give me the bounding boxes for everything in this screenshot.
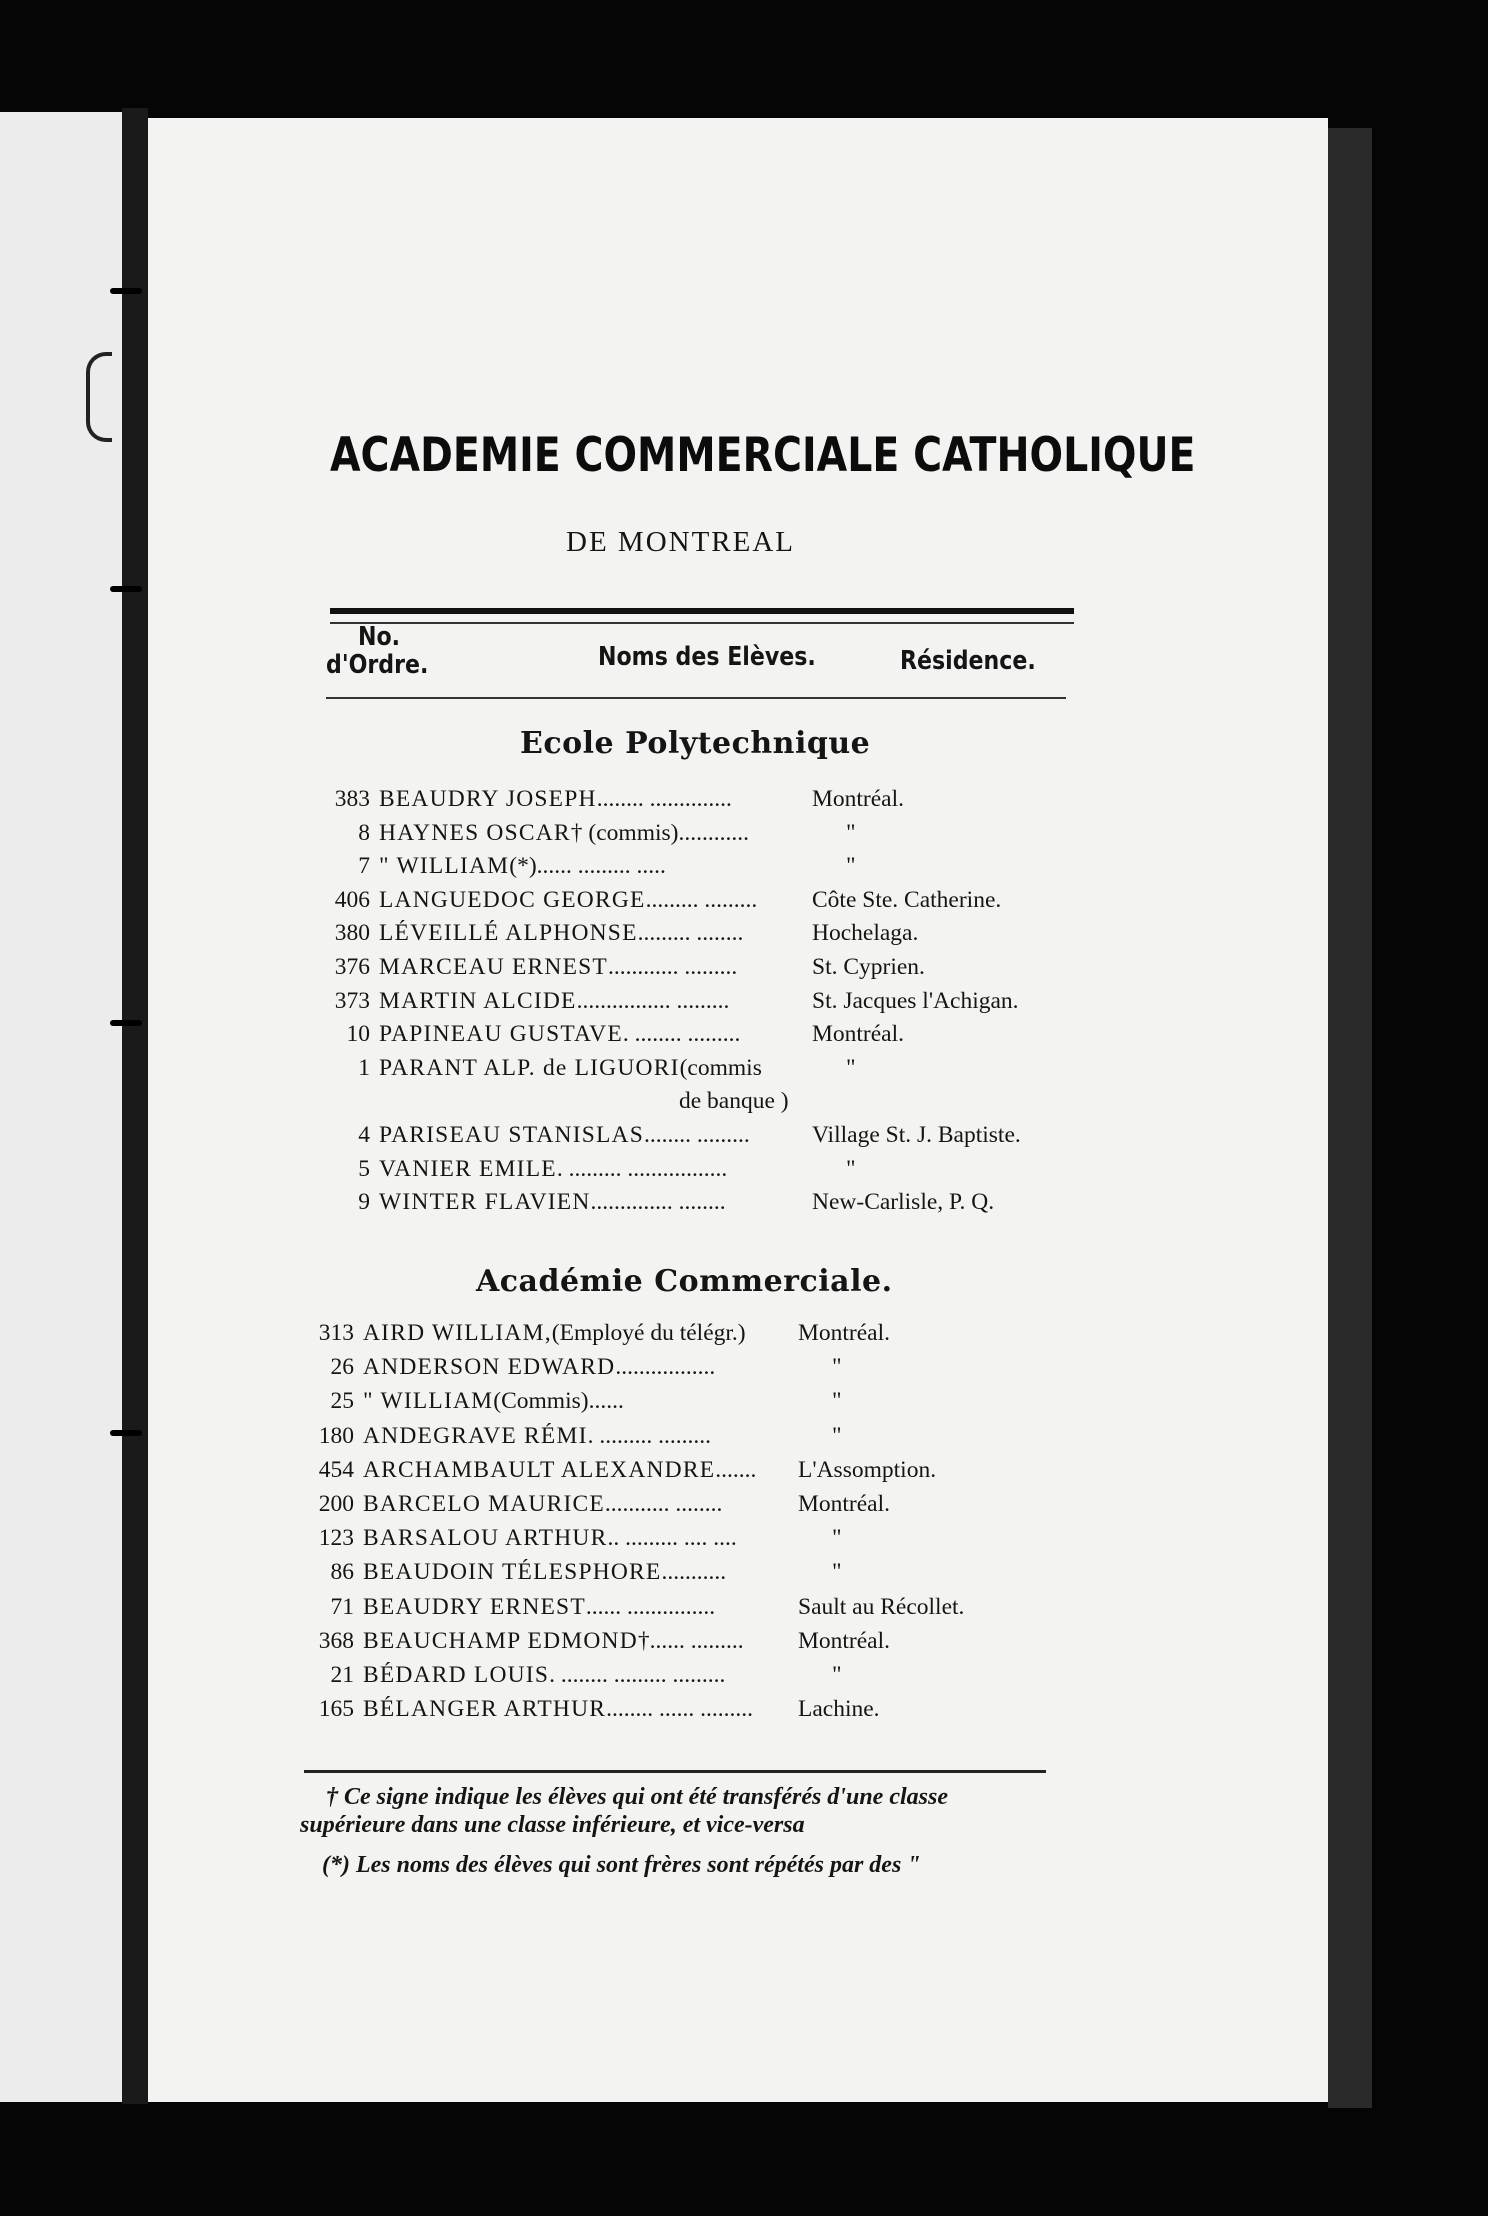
order-number: 383	[334, 786, 370, 812]
order-number: 9	[358, 1189, 370, 1216]
student-row	[318, 1021, 1112, 1055]
order-number: 165	[318, 1696, 354, 1723]
student-name: LANGUEDOC GEORGE	[379, 886, 646, 913]
student-row	[318, 954, 1112, 988]
header-rule-thin	[330, 622, 1074, 624]
order-number: 200	[318, 1491, 354, 1517]
student-note: †	[637, 1627, 650, 1654]
student-row	[302, 1628, 1098, 1662]
residence: Côte Ste. Catherine.	[812, 886, 1002, 913]
dot-leader: ........ ..............	[596, 786, 732, 812]
order-number: 26	[330, 1354, 354, 1381]
dot-leader: . ......... .................	[556, 1155, 728, 1182]
dot-leader: ......... ........	[637, 920, 744, 947]
book-gutter	[122, 108, 148, 2104]
footnote-asterisk: (*) Les noms des élèves qui sont frères sont répétés par des "	[322, 1852, 921, 1878]
binding-thread	[110, 586, 142, 592]
student-name: AIRD WILLIAM,	[363, 1320, 552, 1346]
student-row	[318, 1156, 1112, 1190]
student-name: BEAUDRY JOSEPH	[379, 786, 597, 812]
column-header-rule	[326, 697, 1066, 699]
dot-leader: ...... .........	[649, 1627, 744, 1654]
student-row	[318, 920, 1112, 954]
student-note: (commis	[679, 1054, 762, 1081]
order-number: 406	[334, 886, 370, 913]
order-number: 25	[330, 1388, 354, 1415]
student-row	[302, 1320, 1098, 1354]
student-name: WINTER FLAVIEN	[379, 1189, 591, 1216]
order-number: 5	[358, 1155, 370, 1182]
page-edge-shadow	[1328, 128, 1372, 2108]
student-row	[302, 1491, 1098, 1525]
student-row	[318, 820, 1112, 854]
student-name: MARCEAU ERNEST	[379, 954, 608, 980]
student-row	[302, 1662, 1098, 1696]
column-header-names: Noms des Elèves.	[598, 642, 816, 672]
residence: New-Carlisle, P. Q.	[812, 1189, 995, 1216]
order-number: 454	[318, 1456, 354, 1483]
residence: "	[846, 1054, 856, 1081]
residence: Montréal.	[798, 1320, 891, 1346]
order-number: 123	[318, 1525, 354, 1552]
order-number: 376	[334, 954, 370, 980]
student-row	[318, 1055, 1112, 1089]
student-row	[302, 1525, 1098, 1559]
section-title-polytechnique: Ecole Polytechnique	[520, 726, 871, 761]
order-number: 373	[334, 987, 370, 1014]
residence: Village St. J. Baptiste.	[812, 1122, 1021, 1148]
residence: L'Assomption.	[798, 1456, 937, 1483]
footnote-dagger-cont: supérieure dans une classe inférieure, et vice-versa	[300, 1812, 805, 1838]
order-number: 86	[330, 1559, 354, 1586]
page-title: ACADEMIE COMMERCIALE CATHOLIQUE	[330, 428, 1196, 483]
residence: "	[832, 1525, 842, 1552]
student-note: (Employé du télégr.)	[551, 1320, 746, 1346]
residence: Hochelaga.	[812, 920, 919, 947]
student-note: de banque )	[679, 1088, 789, 1115]
residence: "	[846, 819, 856, 846]
order-number: 10	[346, 1021, 370, 1048]
student-row	[302, 1457, 1098, 1491]
student-note: † (commis)	[570, 819, 679, 846]
student-row	[318, 1122, 1112, 1156]
dot-leader: ........ ...... .........	[606, 1696, 753, 1723]
residence: "	[846, 853, 856, 880]
dot-leader: ......... .........	[645, 886, 758, 913]
order-number: 7	[358, 853, 370, 880]
student-name: VANIER EMILE	[379, 1155, 557, 1182]
page-subtitle: DE MONTREAL	[566, 526, 796, 558]
binding-thread	[110, 1430, 142, 1436]
student-row	[318, 887, 1112, 921]
margin-bracket-mark	[86, 352, 112, 442]
dot-leader: . ........ .........	[622, 1021, 741, 1048]
student-name: BARSALOU ARTHUR	[363, 1525, 608, 1552]
residence: "	[846, 1155, 856, 1182]
dot-leader: . ......... .........	[587, 1422, 711, 1449]
residence: Lachine.	[798, 1696, 880, 1723]
residence: Montréal.	[798, 1627, 891, 1654]
order-number: 1	[358, 1054, 370, 1081]
footnote-rule	[304, 1770, 1046, 1773]
order-number: 313	[318, 1320, 354, 1346]
dot-leader: .................	[615, 1354, 716, 1381]
binding-thread	[110, 1020, 142, 1026]
dot-leader: ...... ......... .....	[536, 853, 666, 880]
student-name: PARISEAU STANISLAS	[379, 1122, 644, 1148]
residence: Sault au Récollet.	[798, 1593, 965, 1620]
student-name: " WILLIAM	[363, 1388, 494, 1415]
student-row	[302, 1696, 1098, 1730]
student-row	[318, 786, 1112, 820]
dot-leader: ......	[588, 1388, 624, 1415]
student-name: BEAUDRY ERNEST	[363, 1593, 586, 1620]
dot-leader: .......	[715, 1456, 757, 1483]
residence: Montréal.	[812, 786, 905, 812]
dot-leader: ............ .........	[607, 954, 738, 980]
order-number: 380	[334, 920, 370, 947]
dot-leader: ................ .........	[576, 987, 730, 1014]
student-row	[302, 1354, 1098, 1388]
student-row	[302, 1559, 1098, 1593]
student-row	[318, 1189, 1112, 1223]
footnote-dagger: † Ce signe indique les élèves qui ont été transférés d'une classe	[326, 1784, 948, 1810]
student-row	[302, 1423, 1098, 1457]
student-note: (*)	[509, 853, 537, 880]
student-row	[318, 853, 1112, 887]
student-name: ARCHAMBAULT ALEXANDRE	[363, 1456, 716, 1483]
column-header-no: No.	[358, 622, 401, 652]
column-header-ordre: d'Ordre.	[326, 650, 429, 680]
student-name: ANDEGRAVE RÉMI	[363, 1422, 588, 1449]
order-number: 368	[318, 1627, 354, 1654]
order-number: 21	[330, 1662, 354, 1688]
dot-leader: ...... ...............	[585, 1593, 716, 1620]
student-name: BÉLANGER ARTHUR	[363, 1696, 607, 1723]
dot-leader: ........ .........	[644, 1122, 750, 1148]
residence: "	[832, 1422, 842, 1449]
student-name: MARTIN ALCIDE	[379, 987, 577, 1014]
student-name: BEAUCHAMP EDMOND	[363, 1627, 638, 1654]
dot-leader: .............. ........	[590, 1189, 726, 1216]
student-row	[318, 1088, 1112, 1122]
residence: Montréal.	[798, 1491, 891, 1517]
student-row	[302, 1594, 1098, 1628]
residence: Montréal.	[812, 1021, 905, 1048]
header-rule-thick	[330, 608, 1074, 614]
student-row	[302, 1388, 1098, 1422]
student-name: " WILLIAM	[379, 853, 510, 880]
residence: "	[832, 1354, 842, 1381]
dot-leader: ............	[678, 819, 749, 846]
dot-leader: . ........ ......... .........	[549, 1662, 726, 1688]
student-note: (Commis)	[493, 1388, 589, 1415]
student-name: LÉVEILLÉ ALPHONSE	[379, 920, 638, 947]
dot-leader: .. ......... .... ....	[607, 1525, 737, 1552]
residence: St. Cyprien.	[812, 954, 925, 980]
residence: "	[832, 1662, 842, 1688]
section-title-commerciale: Académie Commerciale.	[476, 1264, 893, 1299]
student-name: PARANT ALP. de LIGUORI	[379, 1054, 680, 1081]
order-number: 4	[358, 1122, 370, 1148]
student-name: HAYNES OSCAR	[379, 819, 571, 846]
binding-thread	[110, 288, 142, 294]
residence: "	[832, 1388, 842, 1415]
student-name: ANDERSON EDWARD	[363, 1354, 616, 1381]
order-number: 180	[318, 1422, 354, 1449]
residence: "	[832, 1559, 842, 1586]
order-number: 71	[330, 1593, 354, 1620]
dot-leader: ...........	[661, 1559, 727, 1586]
column-header-residence: Résidence.	[900, 646, 1036, 676]
dot-leader: ........... ........	[604, 1491, 723, 1517]
student-row	[318, 988, 1112, 1022]
student-name: PAPINEAU GUSTAVE	[379, 1021, 623, 1048]
student-name: BARCELO MAURICE	[363, 1491, 605, 1517]
residence: St. Jacques l'Achigan.	[812, 987, 1019, 1014]
student-name: BEAUDOIN TÉLESPHORE	[363, 1559, 662, 1586]
student-name: BÉDARD LOUIS	[363, 1662, 550, 1688]
order-number: 8	[358, 819, 370, 846]
